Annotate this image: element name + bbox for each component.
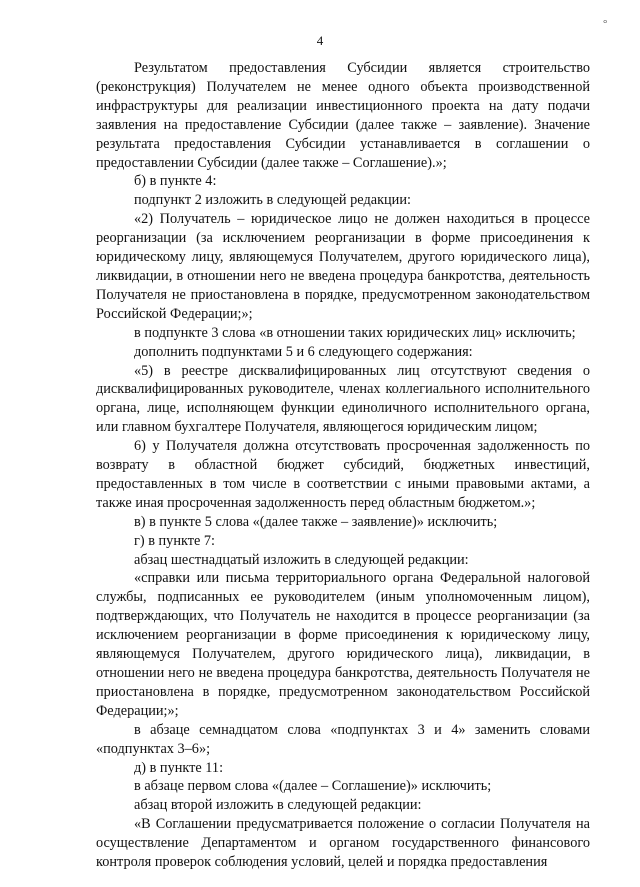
paragraph-abzac-16-intro: абзац шестнадцатый изложить в следующей редакции: xyxy=(134,551,469,568)
paragraph-subitem-3: в подпункте 3 слова «в отношении таких юридических лиц» исключить; xyxy=(134,324,576,341)
paragraph-abzac-2-intro: абзац второй изложить в следующей редакции: xyxy=(134,797,422,814)
paragraph-subitem-5: «5) в реестре дисквалифицированных лиц отсутствуют сведения о дисквалифицированных руководителе, членах коллегиального исполнительного органа, лице, исполняющем функции единоличного исполнительного органа, или главном бухгалтере Получателя, являющегося юридическим лицом; xyxy=(96,362,590,436)
paragraph-subitem-2-text: «2) Получатель – юридическое лицо не должен находиться в процессе реорганизации (за исключением реорганизации в форме присоединения к юридическому лицу, являющемуся Получателем, другого юридического лица), ликвидации, в отношении него не введена процедура банкротства, деятельность Получателя не приостановлена в порядке, предусмотренном законодательством Российской Федерации;»; xyxy=(96,211,590,322)
paragraph-abzac-17: в абзаце семнадцатом слова «подпунктах 3 и 4» заменить словами «подпунктах 3–6»; xyxy=(96,721,590,757)
paragraph-item-b: б) в пункте 4: xyxy=(134,173,217,190)
paragraph-subitem-2-intro: подпункт 2 изложить в следующей редакции: xyxy=(134,192,411,209)
paragraph-item-g: г) в пункте 7: xyxy=(134,532,216,549)
corner-mark: ° xyxy=(603,18,608,30)
paragraph-item-d: д) в пункте 11: xyxy=(134,759,224,776)
paragraph-add-subitems-intro: дополнить подпунктами 5 и 6 следующего содержания: xyxy=(134,343,473,360)
document-body xyxy=(96,59,590,872)
paragraph-subitem-6: 6) у Получателя должна отсутствовать просроченная задолженность по возврату в областной бюджет субсидий, бюджетных инвестиций, предоставленных в том числе в соответствии с иными правовыми актами, а также иная просроченная задолженность перед областным бюджетом.»; xyxy=(96,438,590,511)
paragraph-abzac-1: в абзаце первом слова «(далее – Соглашение)» исключить; xyxy=(134,778,492,795)
paragraph-item-v: в) в пункте 5 слова «(далее также – заявление)» исключить; xyxy=(134,513,498,530)
paragraph-agreement-text: «В Соглашении предусматривается положение о согласии Получателя на осуществление Департаментом и органом государственного финансового контроля проверок соблюдения условий, целей и порядка предоставления xyxy=(96,816,590,871)
page-number: 4 xyxy=(316,33,324,48)
paragraph-subsidy-result: Результатом предоставления Субсидии является строительство (реконструкция) Получателем не менее одного объекта производственной инфраструктуры для реализации инвестиционного проекта на дату подачи заявления на предоставление Субсидии (далее также – заявление). Значение результата предоставления Субсидии устанавливается в соглашении о предоставлении Субсидии (далее также – Соглашение).»; xyxy=(96,60,590,171)
paragraph-abzac-16-text: «справки или письма территориального органа Федеральной налоговой службы, подписанных ее руководителем (иным уполномоченным лицом), подтверждающих, что Получатель не находится в процессе реорганизации (за исключением реорганизации в форме присоединения к юридическому лицу, являющемуся Получателем, другого юридического лица), ликвидации, в отношении него не введена процедура банкротства, деятельность Получателя не приостановлена в порядке, предусмотренном законодательством Российской Федерации;»; xyxy=(96,570,590,719)
